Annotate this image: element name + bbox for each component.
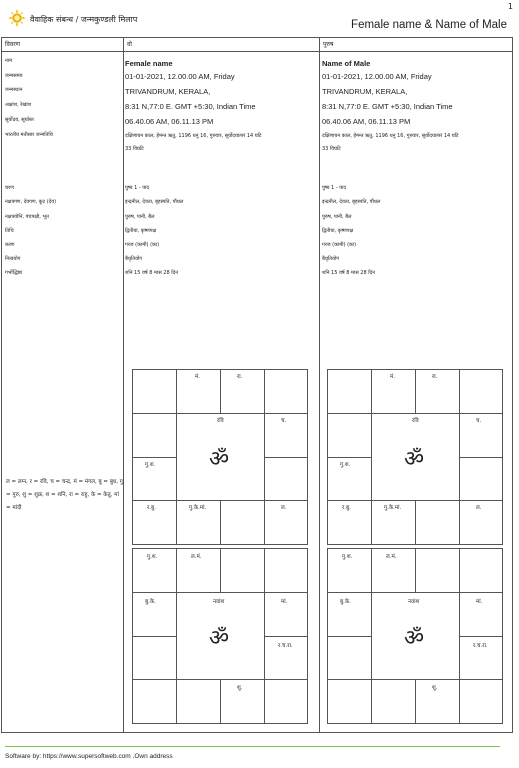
label-name: नाम xyxy=(5,58,13,64)
header-details: विवरण xyxy=(5,41,21,48)
female-nakshatra-gana: इन्द्रनील, देवता, बृहस्पति, पौंधल xyxy=(125,199,184,205)
chart-cell-text: च. xyxy=(476,418,482,424)
column-divider xyxy=(319,37,320,733)
male-coordinates: 8:31 N,77:0 E. GMT +5:30, Indian Time xyxy=(322,102,453,111)
male-rasi-chart xyxy=(327,369,503,545)
label-birth-place: जन्मस्थान xyxy=(5,87,23,93)
female-name: Female name xyxy=(125,59,173,68)
female-rasi-chart xyxy=(132,369,308,545)
male-place: TRIVANDRUM, KERALA, xyxy=(322,87,408,96)
chart-cell-text: र.च.रा. xyxy=(278,643,293,649)
chart-cell-text: ल.मं. xyxy=(386,554,397,560)
label-birth-time: जन्मसमय xyxy=(5,73,23,79)
female-dasha-balance: शनि 15 वर्ष 8 मास 28 दिन xyxy=(125,270,178,276)
label-nityayoga: नित्ययोग xyxy=(5,256,21,262)
header-divider xyxy=(1,51,513,52)
male-datetime: 01-01-2021, 12.00.00 AM, Friday xyxy=(322,72,432,81)
om-icon: ॐ xyxy=(209,447,230,472)
chart-cell-text: र.बु. xyxy=(342,505,351,511)
label-nakshatra-gana: नक्षत्रगण, देवगण, कूट (देव) xyxy=(5,199,57,205)
male-name: Name of Male xyxy=(322,59,371,68)
chart-cell-text: रा. xyxy=(237,374,243,380)
chart-cell-text: बु.के. xyxy=(145,599,156,605)
male-sun-times: 06.40.06 AM, 06.11.13 PM xyxy=(322,117,411,126)
om-icon: ॐ xyxy=(404,447,425,472)
female-pada: पुष्य 1 - पाद xyxy=(125,185,150,191)
female-karana: गरज (कामी) (का) xyxy=(125,242,160,248)
chart-cell-text: शु. xyxy=(432,685,438,691)
male-karana: गरज (कामी) (का) xyxy=(322,242,357,248)
chart-cell-text: मां. xyxy=(281,599,288,605)
chart-cell-text: रवि xyxy=(412,418,419,424)
female-navamsa-chart xyxy=(132,548,308,724)
chart-cell-text: नवांश xyxy=(213,599,225,605)
label-yoni: नक्षत्रयोनि, पंचपक्षी, भूत xyxy=(5,214,49,220)
chart-cell-text: र.च.रा. xyxy=(473,643,488,649)
female-calendar-date-cont: 33 विघटि xyxy=(125,146,144,152)
chart-cell-text: गु.श. xyxy=(340,462,351,468)
label-karana: करण xyxy=(5,242,15,248)
footer-divider xyxy=(5,746,500,747)
header-female: वो xyxy=(127,41,132,48)
chart-cell-text: ल. xyxy=(476,505,482,511)
label-coordinates: अक्षांश, रेखांश xyxy=(5,102,32,108)
male-calendar-date: दक्षिणायन काल, हेमन्त ऋतु, 1196 धनु 16, गुरुवार, सूर्योदयात्परं 14 घटि xyxy=(322,133,459,139)
chart-cell-text: गु.के.मां. xyxy=(384,505,402,511)
chart-cell-text: गु.श. xyxy=(342,554,353,560)
female-yoni: पुरुष, पानी, बैल xyxy=(125,214,155,220)
male-calendar-date-cont: 33 विघटि xyxy=(322,146,341,152)
chart-cell-text: गु.श. xyxy=(145,462,156,468)
document-title: Female name & Name of Male xyxy=(351,19,507,31)
male-pada: पुष्य 1 - पाद xyxy=(322,185,347,191)
female-nityayoga: बैधृतियोग xyxy=(125,256,143,262)
male-tithi: द्वितीया, कृष्णपक्ष xyxy=(322,228,354,234)
brand-text: वैवाहिक संबन्ध / जन्मकुण्डली मिलाप xyxy=(30,15,138,24)
label-pada: चरण xyxy=(5,185,14,191)
female-calendar-date: दक्षिणायन काल, हेमन्त ऋतु, 1196 धनु 16, गुरुवार, सूर्योदयात्परं 14 घटि xyxy=(125,133,262,139)
planet-legend: ल = लग्न, र = रवि, च = चन्द्र, मं = मंगल, बु = बुध, गु = गुरु, शु = शुक्र, श = शनि, रा = राहु, के = केतु, मां = मांदी xyxy=(6,479,123,511)
chart-cell-text: गु.के.मां. xyxy=(189,505,207,511)
sun-logo-icon xyxy=(8,9,26,27)
chart-cell-text: ल. xyxy=(281,505,287,511)
chart-cell-text: रवि xyxy=(217,418,224,424)
chart-cell-text: मं. xyxy=(390,374,396,380)
header-male: पुरुष xyxy=(323,41,334,48)
female-sun-times: 06.40.06 AM, 06.11.13 PM xyxy=(125,117,214,126)
label-sunrise-sunset: सूर्योदय, सूर्यास्त xyxy=(5,117,34,123)
female-coordinates: 8:31 N,77:0 E. GMT +5:30, Indian Time xyxy=(125,102,256,111)
label-calendar-date: भारतीय मतीसार जन्मतिथि xyxy=(5,132,53,138)
chart-cell-text: रा. xyxy=(432,374,438,380)
female-place: TRIVANDRUM, KERALA, xyxy=(125,87,211,96)
chart-cell-text: शु. xyxy=(237,685,243,691)
male-nakshatra-gana: इन्द्रनील, देवता, बृहस्पति, पौंधल xyxy=(322,199,381,205)
chart-cell-text: र.बु. xyxy=(147,505,156,511)
chart-cell-text: मां. xyxy=(476,599,483,605)
label-tithi: तिथि xyxy=(5,228,14,234)
chart-cell-text: गु.श. xyxy=(147,554,158,560)
column-divider xyxy=(123,37,124,733)
chart-cell-text: बु.के. xyxy=(340,599,351,605)
female-tithi: द्वितीया, कृष्णपक्ष xyxy=(125,228,157,234)
male-yoni: पुरुष, पानी, बैल xyxy=(322,214,352,220)
footer-text: Software by: https://www.supersoftweb.com .Own address xyxy=(5,753,173,760)
chart-cell-text: नवांश xyxy=(408,599,420,605)
chart-cell-text: ल.मं. xyxy=(191,554,202,560)
page-number: 1 xyxy=(507,2,513,11)
chart-cell-text: च. xyxy=(281,418,287,424)
female-datetime: 01-01-2021, 12.00.00 AM, Friday xyxy=(125,72,235,81)
male-dasha-balance: शनि 15 वर्ष 8 मास 28 दिन xyxy=(322,270,375,276)
chart-cell-text: मं. xyxy=(195,374,201,380)
male-nityayoga: बैधृतियोग xyxy=(322,256,340,262)
label-dasha-balance: गर्भोद्धिष्ठा xyxy=(5,270,23,276)
om-icon: ॐ xyxy=(209,626,230,651)
male-navamsa-chart xyxy=(327,548,503,724)
om-icon: ॐ xyxy=(404,626,425,651)
